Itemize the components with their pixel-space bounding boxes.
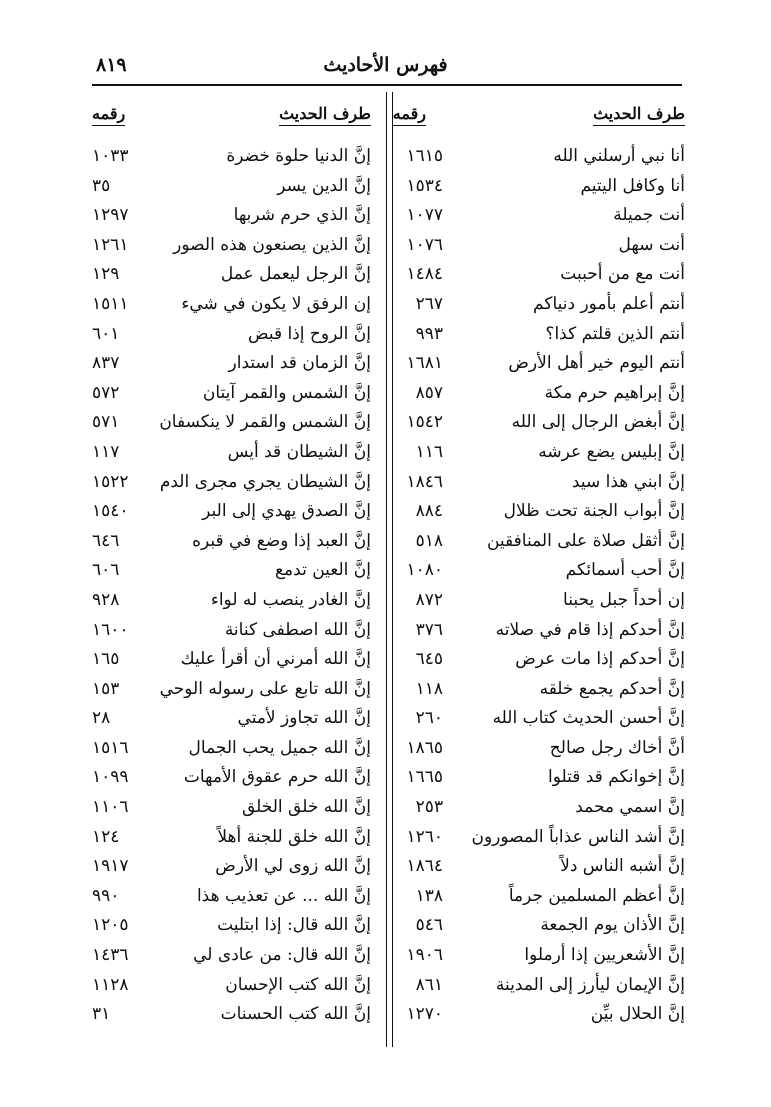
hadith-number-left: ٦٠١ [92, 323, 120, 344]
hadith-number-left: ١٥٢٢ [92, 471, 129, 492]
hadith-text-right: إنَّ أحسن الحديث كتاب الله [492, 708, 685, 729]
header-rule [92, 84, 682, 86]
hadith-number-left: ٥٧٢ [92, 382, 120, 403]
list-item [0, 767, 771, 797]
list-item [0, 590, 771, 620]
hadith-text-right: إنَّ الإيمان ليأرز إلى المدينة [495, 974, 685, 995]
list-item [0, 886, 771, 916]
hadith-text-left: إنَّ الدنيا حلوة خضرة [226, 146, 371, 166]
page-number: ٨١٩ [96, 54, 127, 76]
list-item [0, 649, 771, 679]
list-item [0, 442, 771, 472]
hadith-text-left: إنَّ الذين يصنعون هذه الصور [173, 234, 371, 255]
hadith-number-left: ٨٣٧ [92, 353, 120, 374]
hadith-text-left: إنَّ العبد إذا وضع في قبره [192, 530, 371, 551]
list-item [0, 915, 771, 945]
entries-list [0, 146, 771, 1034]
hadith-text-right: إنَّ أحدكم إذا قام في صلاته [495, 619, 685, 640]
list-item [0, 679, 771, 709]
list-item [0, 324, 771, 354]
hadith-number-right: ١٢٧٠ [406, 1004, 443, 1025]
hadith-text-right: أنَّ أخاك رجل صالح [549, 737, 685, 758]
hadith-number-right: ١١٨ [415, 678, 443, 699]
hadith-number-right: ٢٦٠ [415, 708, 443, 729]
hadith-number-left: ١٥٣ [92, 678, 120, 699]
hadith-text-right: إنَّ أثقل صلاة على المنافقين [486, 530, 685, 551]
hadith-text-left: إنَّ الشمس والقمر لا ينكسفان [159, 412, 371, 433]
list-item [0, 560, 771, 590]
hadith-number-right: ٨٦١ [415, 974, 443, 995]
hadith-text-left: إنَّ الله قال: من عادى لي [193, 945, 371, 966]
hadith-number-right: ٨٥٧ [415, 382, 443, 403]
hadith-text-right: إن أحداً جبل يحبنا [563, 589, 685, 610]
hadith-number-left: ١٤٣٦ [92, 945, 129, 966]
hadith-number-left: ١٠٩٩ [92, 767, 129, 788]
list-item [0, 264, 771, 294]
page-title: فهرس الأحاديث [323, 54, 448, 76]
hadith-text-right: إنَّ أبغض الرجال إلى الله [511, 412, 685, 433]
list-item [0, 797, 771, 827]
hadith-number-right: ١٥٣٤ [406, 175, 443, 196]
hadith-number-left: ٦٤٦ [92, 530, 120, 551]
hadith-number-left: ٩٢٨ [92, 589, 120, 610]
hadith-number-left: ١٦٠٠ [92, 619, 129, 640]
hadith-number-right: ٢٥٣ [415, 797, 443, 818]
list-item [0, 620, 771, 650]
hadith-number-left: ٥٧١ [92, 412, 120, 433]
hadith-number-left: ١٢٠٥ [92, 915, 129, 936]
hadith-text-right: أنت مع من أحببت [560, 264, 685, 285]
hadith-text-left: إنَّ الله كتب الحسنات [220, 1004, 371, 1025]
hadith-text-right: إنَّ ابني هذا سيد [571, 471, 685, 492]
hadith-text-right: إنَّ أشبه الناس دلاً [560, 856, 685, 877]
hadith-number-left: ١١٧ [92, 441, 120, 462]
hadith-number-left: ٣١ [92, 1004, 111, 1025]
hadith-text-left: إنَّ الله زوى لي الأرض [215, 856, 371, 877]
list-item [0, 945, 771, 975]
hadith-number-right: ١٦٨١ [406, 353, 443, 374]
hadith-text-left: إنَّ الله اصطفى كنانة [224, 619, 371, 640]
right-text-column-header: طرف الحديث [593, 104, 685, 126]
list-item [0, 235, 771, 265]
hadith-text-left: إنَّ العين تدمع [275, 560, 371, 581]
hadith-number-left: ٩٩٠ [92, 885, 120, 906]
hadith-text-left: إنَّ الغادر ينصب له لواء [210, 589, 371, 610]
hadith-text-right: أنتم اليوم خير أهل الأرض [508, 353, 685, 374]
hadith-number-left: ١١٠٦ [92, 797, 129, 818]
hadith-number-right: ١٦١٥ [406, 146, 443, 166]
hadith-number-right: ٥١٨ [415, 530, 443, 551]
hadith-text-left: إنَّ الله تابع على رسوله الوحي [159, 678, 371, 699]
list-item [0, 472, 771, 502]
hadith-number-left: ١١٢٨ [92, 974, 129, 995]
hadith-text-left: إنَّ الشمس والقمر آيتان [202, 382, 371, 403]
right-number-column-header: رقمه [393, 104, 426, 126]
list-item [0, 738, 771, 768]
hadith-number-right: ١١٦ [415, 441, 443, 462]
hadith-text-right: إنَّ أحدكم إذا مات عرض [515, 649, 685, 670]
hadith-text-left: إنَّ الله ... عن تعذيب هذا [196, 885, 371, 906]
hadith-number-left: ٦٠٦ [92, 560, 120, 581]
list-item [0, 827, 771, 857]
left-text-column-header: طرف الحديث [279, 104, 371, 126]
hadith-number-right: ٨٨٤ [415, 501, 443, 522]
hadith-number-left: ١٥١١ [92, 293, 129, 314]
hadith-number-left: ١٠٣٣ [92, 146, 129, 166]
hadith-text-right: إنَّ أبواب الجنة تحت ظلال [503, 501, 685, 522]
list-item [0, 1004, 771, 1034]
hadith-text-left: إنَّ الزمان قد استدار [228, 353, 371, 374]
hadith-number-left: ٣٥ [92, 175, 111, 196]
list-item [0, 176, 771, 206]
hadith-text-right: إنَّ الأذان يوم الجمعة [540, 915, 685, 936]
list-item [0, 294, 771, 324]
hadith-number-left: ١٢٦١ [92, 234, 129, 255]
hadith-text-right: إنَّ أحب أسمائكم [565, 560, 685, 581]
hadith-text-right: إنَّ إبليس يضع عرشه [538, 441, 685, 462]
hadith-text-left: إن الرفق لا يكون في شيء [181, 293, 371, 314]
hadith-number-right: ١٦٦٥ [406, 767, 443, 788]
hadith-text-left: إنَّ الرجل ليعمل عمل [220, 264, 371, 285]
hadith-text-left: إنَّ الشيطان قد أيس [227, 441, 371, 462]
hadith-number-right: ١٤٨٤ [406, 264, 443, 285]
hadith-number-left: ١٢٤ [92, 826, 120, 847]
hadith-text-left: إنَّ الله جميل يحب الجمال [188, 737, 371, 758]
list-item [0, 353, 771, 383]
hadith-number-right: ١٣٨ [415, 885, 443, 906]
hadith-text-right: إنَّ إبراهيم حرم مكة [544, 382, 685, 403]
hadith-number-right: ٩٩٣ [415, 323, 443, 344]
list-item [0, 205, 771, 235]
hadith-number-right: ١٢٦٠ [406, 826, 443, 847]
hadith-number-left: ١٢٩ [92, 264, 120, 285]
hadith-text-right: إنَّ إخوانكم قد قتلوا [547, 767, 685, 788]
hadith-text-right: إنَّ الأشعريين إذا أرملوا [524, 945, 685, 966]
hadith-text-right: أنت سهل [618, 234, 685, 255]
list-item [0, 501, 771, 531]
hadith-number-left: ١٥٤٠ [92, 501, 129, 522]
hadith-text-left: إنَّ الله كتب الإحسان [225, 974, 371, 995]
hadith-text-left: إنَّ الله خلق الخلق [241, 797, 371, 818]
hadith-text-left: إنَّ الشيطان يجري مجرى الدم [159, 471, 371, 492]
hadith-text-left: إنَّ الروح إذا قبض [248, 323, 371, 344]
hadith-number-right: ٨٧٢ [415, 589, 443, 610]
hadith-text-left: إنَّ الله خلق للجنة أهلاً [217, 826, 371, 847]
hadith-number-left: ١٥١٦ [92, 737, 129, 758]
hadith-text-left: إنَّ الله حرم عقوق الأمهات [183, 767, 371, 788]
hadith-text-right: أنتم الذين قلتم كذا؟ [545, 323, 685, 344]
list-item [0, 412, 771, 442]
hadith-text-left: إنَّ الدين يسر [277, 175, 371, 196]
hadith-number-right: ١٠٧٦ [406, 234, 443, 255]
hadith-text-right: إنَّ أحدكم يجمع خلقه [539, 678, 685, 699]
left-number-column-header: رقمه [92, 104, 125, 126]
list-item [0, 856, 771, 886]
list-item [0, 975, 771, 1005]
hadith-number-right: ١٨٦٤ [406, 856, 443, 877]
hadith-text-left: إنَّ الله أمرني أن أقرأ عليك [180, 649, 371, 670]
hadith-number-right: ١٩٠٦ [406, 945, 443, 966]
hadith-number-right: ٥٤٦ [415, 915, 443, 936]
hadith-number-right: ١٨٦٥ [406, 737, 443, 758]
hadith-text-left: إنَّ الله تجاوز لأمتي [237, 708, 371, 729]
hadith-text-right: أنت جميلة [613, 205, 685, 226]
hadith-text-right: أنا وكافل اليتيم [580, 175, 685, 196]
hadith-number-right: ١٥٤٢ [406, 412, 443, 433]
hadith-text-right: إنَّ الحلال بيِّن [590, 1004, 685, 1025]
list-item [0, 708, 771, 738]
list-item [0, 146, 771, 176]
hadith-number-right: ١٠٧٧ [406, 205, 443, 226]
hadith-number-right: ٢٦٧ [415, 293, 443, 314]
hadith-number-right: ٣٧٦ [415, 619, 443, 640]
hadith-number-left: ١٩١٧ [92, 856, 129, 877]
hadith-text-right: أنا نبي أرسلني الله [553, 146, 685, 166]
hadith-text-right: إنَّ أعظم المسلمين جرماً [508, 885, 685, 906]
hadith-number-right: ١٠٨٠ [406, 560, 443, 581]
hadith-text-right: إنَّ أشد الناس عذاباً المصورون [471, 826, 685, 847]
list-item [0, 383, 771, 413]
hadith-text-left: إنَّ الله قال: إذا ابتليت [217, 915, 371, 936]
hadith-number-right: ٦٤٥ [415, 649, 443, 670]
hadith-number-left: ١٦٥ [92, 649, 120, 670]
hadith-text-left: إنَّ الذي حرم شربها [233, 205, 371, 226]
hadith-number-left: ١٢٩٧ [92, 205, 129, 226]
hadith-number-right: ١٨٤٦ [406, 471, 443, 492]
hadith-text-left: إنَّ الصدق يهدي إلى البر [202, 501, 371, 522]
list-item [0, 531, 771, 561]
hadith-number-left: ٢٨ [92, 708, 111, 729]
hadith-text-right: إنَّ اسمي محمد [575, 797, 685, 818]
hadith-text-right: أنتم أعلم بأمور دنياكم [533, 293, 685, 314]
